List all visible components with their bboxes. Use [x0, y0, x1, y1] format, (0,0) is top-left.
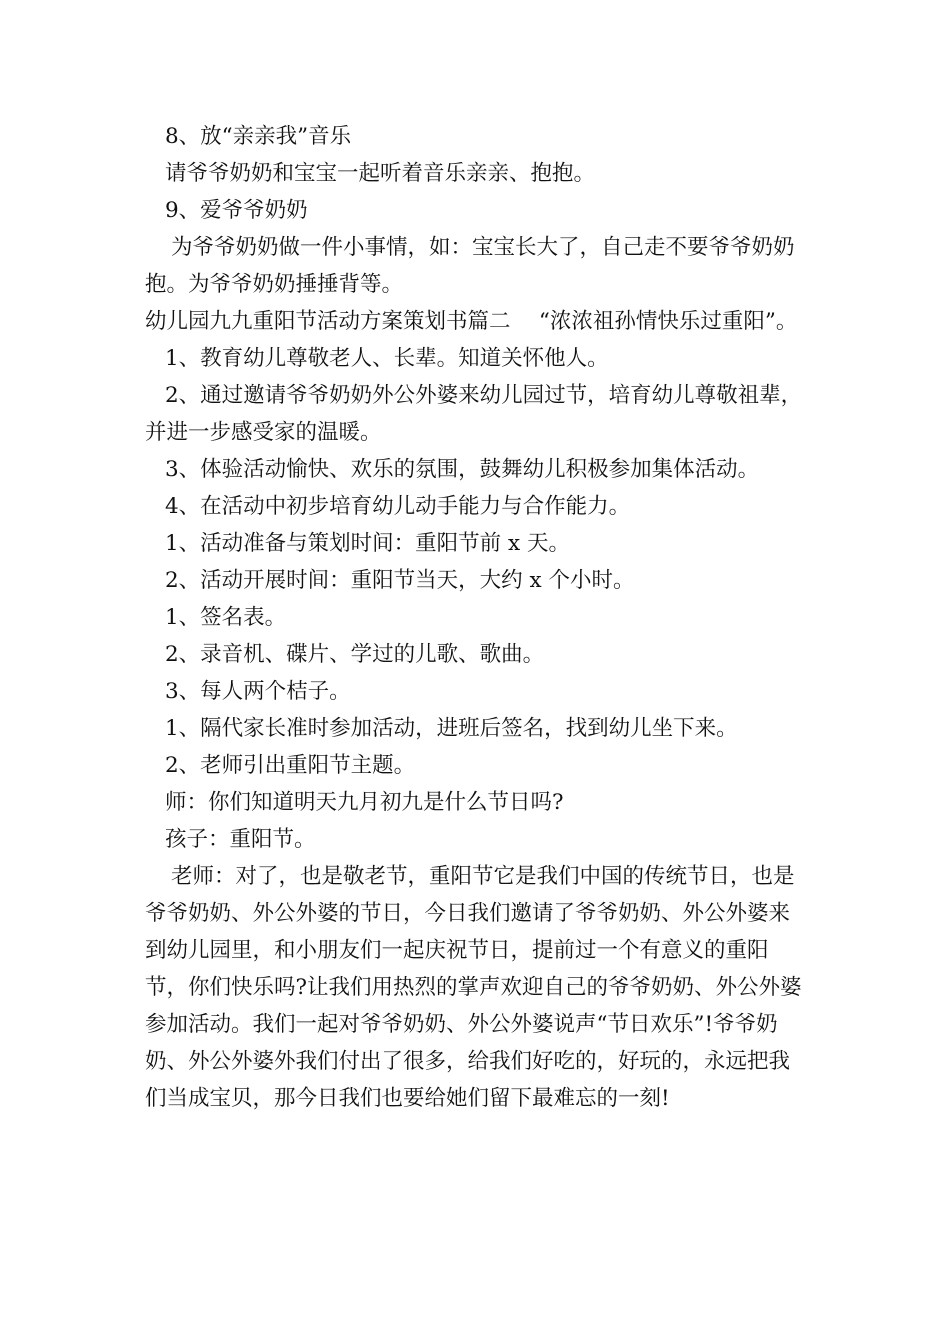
paragraph-item-9-detail: 为爷爷奶奶做一件小事情，如：宝宝长大了，自己走不要爷爷奶奶抱。为爷爷奶奶捶捶背等。 [145, 235, 795, 297]
dialogue-teacher-speech: 老师：对了，也是敬老节，重阳节它是我们中国的传统节日，也是爷爷奶奶、外公外婆的节日，今日我们邀请了爷爷奶奶、外公外婆来到幼儿园里，和小朋友们一起庆祝节日，提前过一个有意义的重阳节，你们快乐吗?让我们用热烈的掌声欢迎自己的爷爷奶奶、外公外婆参加活动。我们一起对爷爷奶奶、外公外婆说声“节日欢乐”!爷爷奶奶、外公外婆外我们付出了很多，给我们好吃的，好玩的，永远把我们当成宝贝，那今日我们也要给她们留下最难忘的一刻! [145, 864, 802, 1111]
dialogue-child-answer: 孩子：重阳节。 [165, 827, 316, 852]
paragraph-item-8-detail: 请爷爷奶奶和宝宝一起听着音乐亲亲、抱抱。 [165, 161, 596, 186]
material-item-3: 3、每人两个桔子。 [165, 679, 351, 704]
goal-item-1: 1、教育幼儿尊敬老人、长辈。知道关怀他人。 [165, 346, 609, 371]
process-item-2: 2、老师引出重阳节主题。 [165, 753, 416, 778]
goal-item-4: 4、在活动中初步培育幼儿动手能力与合作能力。 [165, 494, 631, 519]
goal-item-2: 2、通过邀请爷爷奶奶外公外婆来幼儿园过节，培育幼儿尊敬祖辈，并进一步感受家的温暖。 [145, 383, 803, 445]
time-item-2: 2、活动开展时间：重阳节当天，大约 x 个小时。 [165, 568, 635, 593]
paragraph-item-9-heading: 9、爱爷爷奶奶 [165, 198, 308, 223]
material-item-1: 1、签名表。 [165, 605, 287, 630]
section-title: 幼儿园九九重阳节活动方案策划书篇二 “浓浓祖孙情快乐过重阳”。 [145, 309, 798, 334]
paragraph-item-8-heading: 8、放“亲亲我”音乐 [165, 124, 352, 149]
document-body [145, 118, 810, 1117]
process-item-1: 1、隔代家长准时参加活动，进班后签名，找到幼儿坐下来。 [165, 716, 738, 741]
goal-item-3: 3、体验活动愉快、欢乐的氛围，鼓舞幼儿积极参加集体活动。 [165, 457, 760, 482]
time-item-1: 1、活动准备与策划时间：重阳节前 x 天。 [165, 531, 570, 556]
material-item-2: 2、录音机、碟片、学过的儿歌、歌曲。 [165, 642, 545, 667]
dialogue-teacher-question: 师：你们知道明天九月初九是什么节日吗? [165, 790, 564, 815]
